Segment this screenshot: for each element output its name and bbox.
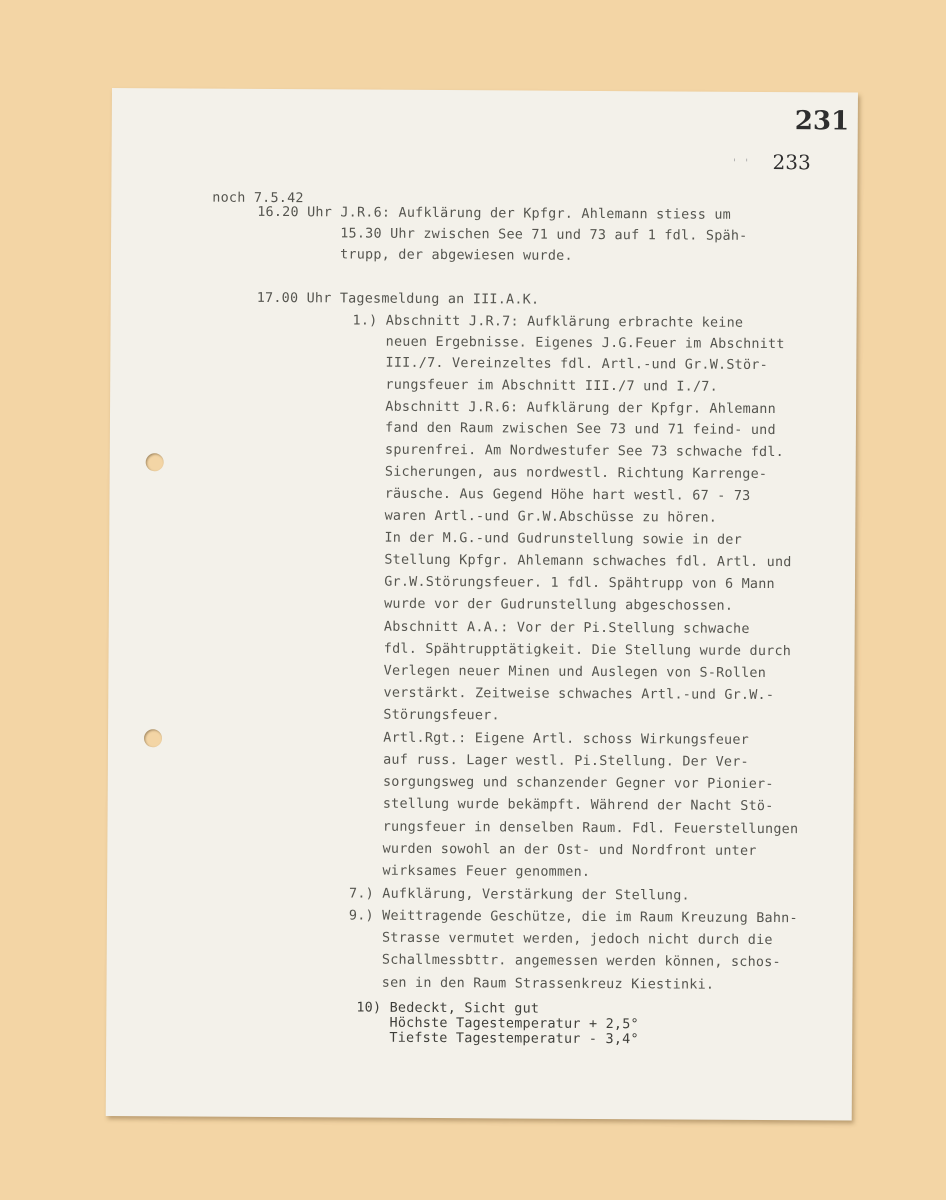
body-line: rungsfeuer im Abschnitt III./7 und I./7. (352, 377, 718, 395)
body-line: neuen Ergebnisse. Eigenes J.G.Feuer im Abschnitt (352, 334, 785, 353)
body-line: III./7. Vereinzeltes fdl. Artl.-und Gr.W.Stör- (352, 355, 768, 374)
body-line: Sicherungen, aus nordwestl. Richtung Karrenge- (351, 464, 768, 483)
document-page (106, 88, 858, 1121)
punch-hole-top (146, 453, 164, 471)
body-line: Verlegen neuer Minen und Auslegen von S-Rollen (350, 663, 767, 682)
body-line: fdl. Spähtrupptätigkeit. Die Stellung wurde durch (350, 641, 792, 660)
body-line: 1.) Abschnitt J.R.7: Aufklärung erbrachte keine (352, 313, 744, 331)
punch-hole-bottom (144, 729, 162, 747)
body-line: Abschnitt A.A.: Vor der Pi.Stellung schwache (350, 619, 750, 637)
date-prefix: noch 7.5.42 (212, 190, 304, 207)
stamp-mark: ' ' (731, 157, 750, 169)
body-line: 9.) Weittragende Geschütze, die im Raum Kreuzung Bahn- (348, 908, 798, 927)
body-line: auf russ. Lager westl. Pi.Stellung. Der Ver- (349, 752, 749, 770)
body-line: stellung wurde bekämpft. Während der Nacht Stö- (349, 796, 774, 815)
body-line: waren Artl.-und Gr.W.Abschüsse zu hören. (351, 508, 718, 526)
body-line: sorgungsweg und schanzender Gegner vor Pionier- (349, 774, 774, 793)
body-line: verstärkt. Zeitweise schwaches Artl.-und Gr.W.- (350, 685, 775, 704)
body-line: Artl.Rgt.: Eigene Artl. schoss Wirkungsfeuer (349, 730, 750, 748)
body-line: wurde vor der Gudrunstellung abgeschossen. (350, 596, 734, 614)
body-line: Störungsfeuer. (350, 707, 500, 724)
header-line: 16.20 Uhr J.R.6: Aufklärung der Kpfgr. Ahlemann stiess um (257, 204, 732, 223)
weather-line: Tiefste Tagestemperatur - 3,4° (356, 1030, 639, 1048)
body-line: Gr.W.Störungsfeuer. 1 fdl. Spähtrupp von 6 Mann (350, 574, 775, 593)
body-line: In der M.G.-und Gudrunstellung sowie in der (351, 530, 742, 548)
header-line: trupp, der abgewiesen wurde. (256, 246, 573, 264)
body-line: spurenfrei. Am Nordwestufer See 73 schwache fdl. (351, 442, 785, 461)
body-line: fand den Raum zwischen See 73 und 71 feind- und (351, 420, 776, 439)
page-number-secondary: 233 (772, 150, 811, 175)
body-line: Schallmessbttr. angemessen werden können, schos- (348, 952, 781, 971)
body-line: wurden sowohl an der Ost- und Nordfront unter (349, 841, 757, 859)
body-line: wirksames Feuer genommen. (349, 863, 591, 880)
body-line: sen in den Raum Strassenkreuz Kiestinki. (348, 975, 715, 993)
body-line: 7.) Aufklärung, Verstärkung der Stellung. (349, 886, 690, 904)
body-line: räusche. Aus Gegend Höhe hart westl. 67 - 73 (351, 486, 751, 504)
body-line: Stellung Kpfgr. Ahlemann schwaches fdl. Artl. und (351, 552, 792, 571)
page-number-primary: 231 (794, 106, 850, 137)
weather-line: Höchste Tagestemperatur + 2,5° (356, 1015, 639, 1033)
weather-line: 10) Bedeckt, Sicht gut (356, 1000, 540, 1017)
body-line: Abschnitt J.R.6: Aufklärung der Kpfgr. Ahlemann (352, 399, 777, 418)
body-line: Strasse vermutet werden, jedoch nicht durch die (348, 930, 773, 949)
report-title: 17.00 Uhr Tagesmeldung an III.A.K. (256, 290, 540, 308)
header-line: 15.30 Uhr zwischen See 71 und 73 auf 1 fdl. Späh- (257, 225, 748, 244)
body-line: rungsfeuer in denselben Raum. Fdl. Feuerstellungen (349, 819, 799, 838)
